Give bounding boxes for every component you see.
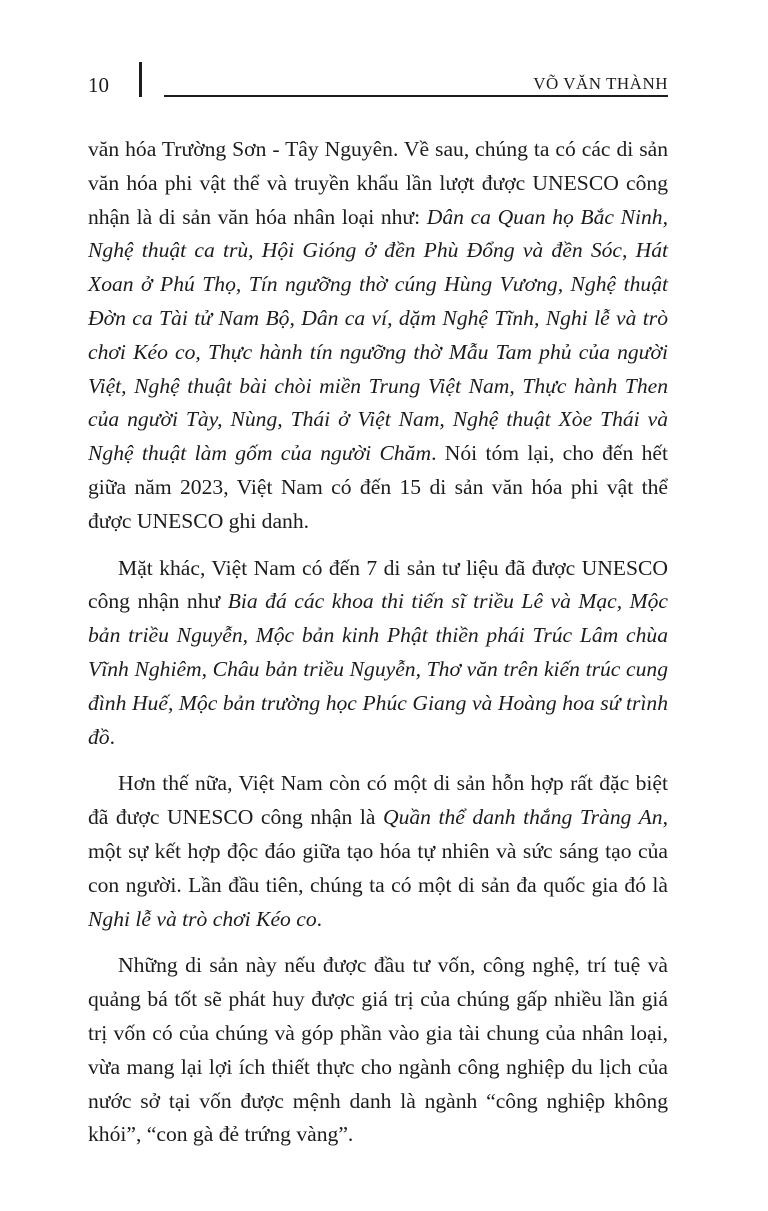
paragraph-2 (88, 552, 668, 755)
p2-text-a: Mặt khác, Việt Nam có đến 7 di sản tư liệu đã được UNESCO công nhận như (88, 555, 668, 614)
page-number: 10 (88, 73, 109, 97)
running-header (0, 0, 768, 110)
p1-text-a: văn hóa Trường Sơn - Tây Nguyên. Về sau, chúng ta có các di sản văn hóa phi vật thể và truyền khẩu lần lượt được UNESCO công nhận là di sản văn hóa nhân loại như: (88, 137, 668, 229)
p3-italic-keo-co: Nghi lễ và trò chơi Kéo co (88, 906, 317, 931)
header-horizontal-rule (164, 95, 668, 97)
paragraph-1 (88, 133, 668, 539)
header-vertical-rule (139, 62, 142, 97)
paragraph-4 (88, 949, 668, 1152)
paragraph-3 (88, 767, 668, 936)
p1-italic-list: Dân ca Quan họ Bắc Ninh, Nghệ thuật ca trù, Hội Gióng ở đền Phù Đổng và đền Sóc, Hát Xoan ở Phú Thọ, Tín ngưỡng thờ cúng Hùng Vương, Nghệ thuật Đờn ca Tài tử Nam Bộ, Dân ca ví, dặm Nghệ Tĩnh, Nghi lễ và trò chơi Kéo co, Thực hành tín ngưỡng thờ Mẫu Tam phủ của người Việt, Nghệ thuật bài chòi miền Trung Việt Nam, Thực hành Then của người Tày, Nùng, Thái ở Việt Nam, Nghệ thuật Xòe Thái và Nghệ thuật làm gốm của người Chăm (88, 204, 668, 466)
p2-text-b: . (109, 724, 115, 749)
running-author: VÕ VĂN THÀNH (533, 74, 668, 93)
p1-text-b: . Nói tóm lại, cho đến hết giữa năm 2023, Việt Nam có đến 15 di sản văn hóa phi vật thể được UNESCO ghi danh. (88, 441, 668, 533)
p3-text-b: , một sự kết hợp độc đáo giữa tạo hóa tự nhiên và sức sáng tạo của con người. Lần đầu tiên, chúng ta có một di sản đa quốc gia đó là (88, 805, 668, 897)
p4-text: Những di sản này nếu được đầu tư vốn, công nghệ, trí tuệ và quảng bá tốt sẽ phát huy được giá trị của chúng gấp nhiều lần giá trị vốn có của chúng và góp phần vào gia tài chung của nhân loại, vừa mang lại lợi ích thiết thực cho ngành công nghiệp du lịch của nước sở tại vốn được mệnh danh là ngành “công nghiệp không khói”, “con gà đẻ trứng vàng”. (88, 953, 668, 1147)
page-body (88, 133, 668, 1165)
p3-text-c: . (316, 906, 323, 931)
p3-italic-trang-an: Quần thể danh thắng Tràng An (382, 805, 663, 830)
p2-italic-list: Bia đá các khoa thi tiến sĩ triều Lê và Mạc, Mộc bản triều Nguyễn, Mộc bản kinh Phật thiền phái Trúc Lâm chùa Vĩnh Nghiêm, Châu bản triều Nguyễn, Thơ văn trên kiến trúc cung đình Huế, Mộc bản trường học Phúc Giang và Hoàng hoa sứ trình đồ (88, 589, 668, 749)
p3-text-a: Hơn thế nữa, Việt Nam còn có một di sản hỗn hợp rất đặc biệt đã được UNESCO công nhận là (88, 771, 668, 830)
